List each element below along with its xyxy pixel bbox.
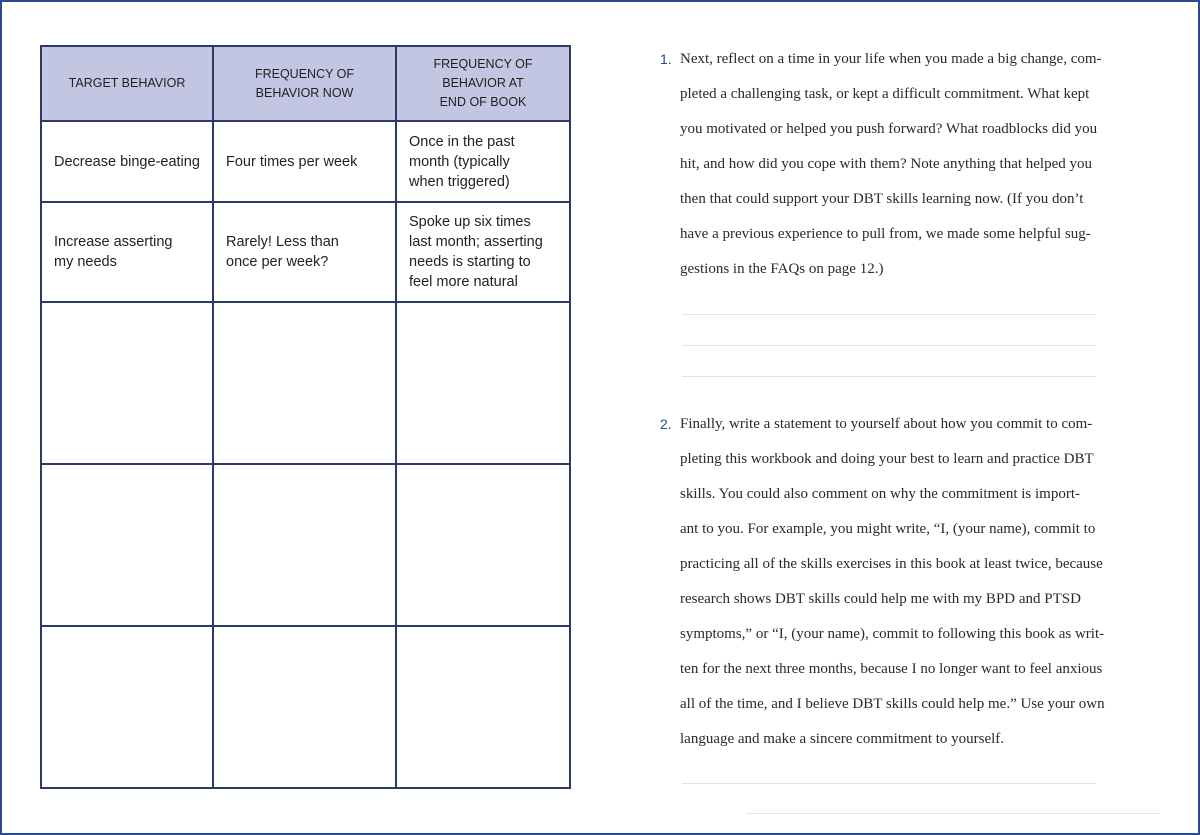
table-cell-behavior: Decrease binge-eating <box>41 121 213 202</box>
table-row-empty <box>41 626 570 788</box>
header-frequency-now: FREQUENCY OF BEHAVIOR NOW <box>213 46 396 121</box>
table-cell-empty[interactable] <box>41 626 213 788</box>
table-cell-frequency-end: Once in the past month (typically when triggered) <box>396 121 570 202</box>
table-cell-behavior: Increase asserting my needs <box>41 202 213 302</box>
behavior-tracking-table <box>40 45 571 789</box>
table-cell-frequency-now: Four times per week <box>213 121 396 202</box>
table-cell-empty[interactable] <box>213 464 396 626</box>
prompt-1 <box>660 42 1120 287</box>
prompt-number: 2. <box>660 416 672 432</box>
writing-line[interactable] <box>682 783 1096 784</box>
table-cell-empty[interactable] <box>213 302 396 464</box>
writing-line[interactable] <box>682 314 1096 315</box>
table-cell-empty[interactable] <box>396 464 570 626</box>
writing-line[interactable] <box>682 345 1096 346</box>
prompt-text: Next, reflect on a time in your life when you made a big change, com- pleted a challenging task, or kept a difficult commitment. What kept you motivated or helped you push forward? What roadblocks did you hit, and how did you cope with them? Note anything that helped you then that could support your DBT skills learning now. (If you don’t have a previous experience to pull from, we made some helpful sug- gestions in the FAQs on page 12.) <box>680 51 1102 277</box>
table-row-empty <box>41 464 570 626</box>
writing-line[interactable] <box>682 376 1096 377</box>
table-cell-empty[interactable] <box>396 626 570 788</box>
header-frequency-end: FREQUENCY OF BEHAVIOR AT END OF BOOK <box>396 46 570 121</box>
prompt-2 <box>660 407 1120 757</box>
table-row <box>41 121 570 202</box>
table-cell-empty[interactable] <box>213 626 396 788</box>
table-cell-empty[interactable] <box>41 302 213 464</box>
table-row <box>41 202 570 302</box>
table-cell-empty[interactable] <box>41 464 213 626</box>
prompt-number: 1. <box>660 51 672 67</box>
header-target-behavior: TARGET BEHAVIOR <box>41 46 213 121</box>
table-row-empty <box>41 302 570 464</box>
table-cell-empty[interactable] <box>396 302 570 464</box>
table-header-row <box>41 46 570 121</box>
prompt-text: Finally, write a statement to yourself about how you commit to com- pleting this workbook and doing your best to learn and practice DBT skills. You could also comment on why the commitment is import- ant to you. For example, you might write, “I, (your name), commit to practicing all of the skills exercises in this book at least twice, because research shows DBT skills could help me with my BPD and PTSD symptoms,” or “I, (your name), commit to following this book as writ- ten for the next three months, because I no longer want to feel anxious all of the time, and I believe DBT skills could help me.” Use your own language and make a sincere commitment to yourself. <box>680 416 1105 747</box>
table-cell-frequency-now: Rarely! Less than once per week? <box>213 202 396 302</box>
table-cell-frequency-end: Spoke up six times last month; asserting needs is starting to feel more natural <box>396 202 570 302</box>
writing-line[interactable] <box>746 813 1160 814</box>
